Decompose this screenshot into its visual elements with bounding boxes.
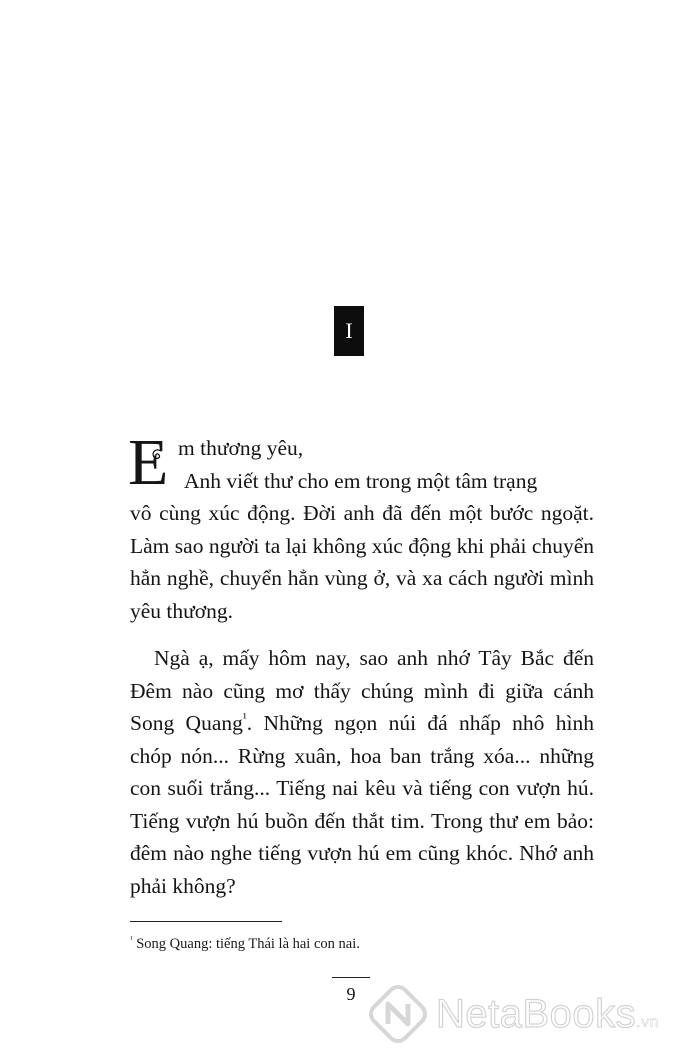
- text-line: đêm nào nghe tiếng vượn hú em cũng khóc. Nhớ anh: [130, 841, 594, 865]
- text-line: Tiếng vượn hú buồn đến thắt tim. Trong thư em bảo:: [130, 808, 594, 833]
- text-line-content: Ngà ạ, mấy hôm nay, sao anh nhớ Tây Bắc đến: [154, 646, 594, 670]
- page-number: 9: [346, 984, 356, 1004]
- text-line: vô cùng xúc động. Đời anh đã đến một bước ngoặt.: [130, 501, 594, 525]
- text-line: chóp nón... Rừng xuân, hoa ban trắng xóa... những: [130, 743, 594, 768]
- letter-paragraph-1: [128, 426, 594, 627]
- text-line: yêu thương.: [130, 598, 234, 623]
- salutation-line: [130, 432, 594, 465]
- watermark-brand: [436, 992, 659, 1037]
- watermark-domain-suffix: .vn: [636, 1013, 660, 1031]
- footnote-marker: ¹: [130, 934, 133, 945]
- footnote-reference: ¹: [242, 710, 247, 725]
- footnote-text: Song Quang: tiếng Thái là hai con nai.: [132, 936, 360, 952]
- chapter-numeral: I: [345, 318, 353, 343]
- text-line: Anh viết thư cho em trong một tâm trạng: [184, 468, 538, 493]
- letter-paragraph-2: [130, 642, 594, 902]
- footnote-divider: [130, 921, 282, 922]
- page-number-divider: [332, 977, 370, 978]
- chapter-number-badge: [334, 306, 364, 356]
- text-line: Đêm nào cũng mơ thấy chúng mình đi giữa cánh: [130, 678, 594, 703]
- drop-cap-letter: E: [128, 426, 169, 499]
- text-line: hẳn nghề, chuyển hẳn vùng ở, và xa cách người mình: [130, 566, 594, 590]
- text-line: con suối trắng... Tiếng nai kêu và tiếng con vượn hú.: [130, 776, 594, 800]
- text-line: [130, 642, 594, 675]
- text-line: Làm sao người ta lại không xúc động khi phải chuyển: [130, 533, 594, 558]
- footnote: [130, 934, 360, 954]
- text-line-content: . Những ngọn núi đá nhấp nhô hình: [246, 711, 594, 735]
- watermark-brand-name: NetaBooks: [436, 991, 637, 1036]
- watermark: [366, 978, 696, 1050]
- text-line: phải không?: [130, 873, 236, 898]
- text-line: [130, 707, 594, 740]
- salutation-text: m thương yêu,: [178, 436, 304, 460]
- netabooks-logo-icon: [366, 982, 430, 1046]
- place-name: Song Quang: [130, 711, 243, 735]
